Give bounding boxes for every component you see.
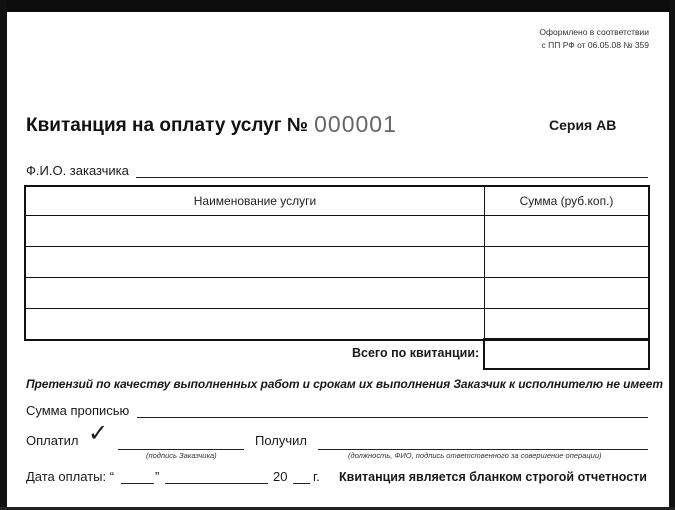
received-label: Получил	[255, 433, 307, 448]
table-row	[25, 247, 649, 278]
table-header-row	[25, 186, 649, 216]
amount-cell[interactable]	[485, 216, 650, 247]
receipt-series: Серия АВ	[549, 117, 617, 133]
amount-in-words-label: Сумма прописью	[26, 403, 130, 418]
claims-statement: Претензий по качеству выполненных работ и срокам их выполнения Заказчик к исполнителю не имеет	[26, 377, 663, 391]
payment-year-field[interactable]	[293, 483, 310, 484]
receipt-number: 000001	[314, 111, 397, 137]
photo-border-top	[0, 0, 675, 12]
service-name-cell[interactable]	[25, 216, 485, 247]
payment-date-label: Дата оплаты: “	[26, 469, 115, 484]
customer-name-field[interactable]	[136, 177, 648, 178]
table-row	[25, 216, 649, 247]
table-row	[25, 278, 649, 309]
total-label: Всего по квитанции:	[352, 346, 480, 360]
year-suffix: г.	[313, 469, 320, 484]
payment-day-field[interactable]	[121, 483, 154, 484]
paid-label: Оплатил	[26, 433, 79, 448]
service-name-cell[interactable]	[25, 247, 485, 278]
table-row	[25, 309, 649, 341]
service-name-header: Наименование услуги	[25, 186, 485, 216]
receipt-title-text: Квитанция на оплату услуг №	[26, 115, 309, 136]
amount-cell[interactable]	[485, 278, 650, 309]
services-table	[24, 185, 650, 341]
received-signature-field[interactable]	[318, 449, 648, 450]
amount-in-words-field[interactable]	[137, 417, 648, 418]
checkmark-icon: ✓	[88, 420, 109, 447]
compliance-note	[539, 26, 649, 52]
amount-header: Сумма (руб.коп.)	[485, 186, 650, 216]
year-prefix: 20	[273, 469, 288, 484]
compliance-note-line1: Оформлено в соответствии	[539, 27, 649, 37]
service-name-cell[interactable]	[25, 278, 485, 309]
amount-cell[interactable]	[485, 309, 650, 341]
service-name-cell[interactable]	[25, 309, 485, 341]
customer-signature-field[interactable]	[118, 449, 244, 450]
receipt-title	[26, 110, 397, 137]
customer-signature-caption: (подпись Заказчика)	[146, 451, 217, 460]
payment-month-field[interactable]	[165, 483, 268, 484]
compliance-note-line2: с ПП РФ от 06.05.08 № 359	[541, 40, 649, 50]
strict-reporting-note: Квитанция является бланком строгой отчетности	[339, 470, 647, 484]
amount-cell[interactable]	[485, 247, 650, 278]
date-quote-close: ”	[155, 469, 160, 484]
customer-label: Ф.И.О. заказчика	[26, 163, 129, 178]
photo-border-right	[669, 0, 675, 510]
photo-border-left	[0, 0, 7, 510]
received-signature-caption: (должность, ФИО, подпись ответственного за совершение операции)	[348, 451, 602, 460]
total-amount-field[interactable]	[483, 338, 650, 370]
